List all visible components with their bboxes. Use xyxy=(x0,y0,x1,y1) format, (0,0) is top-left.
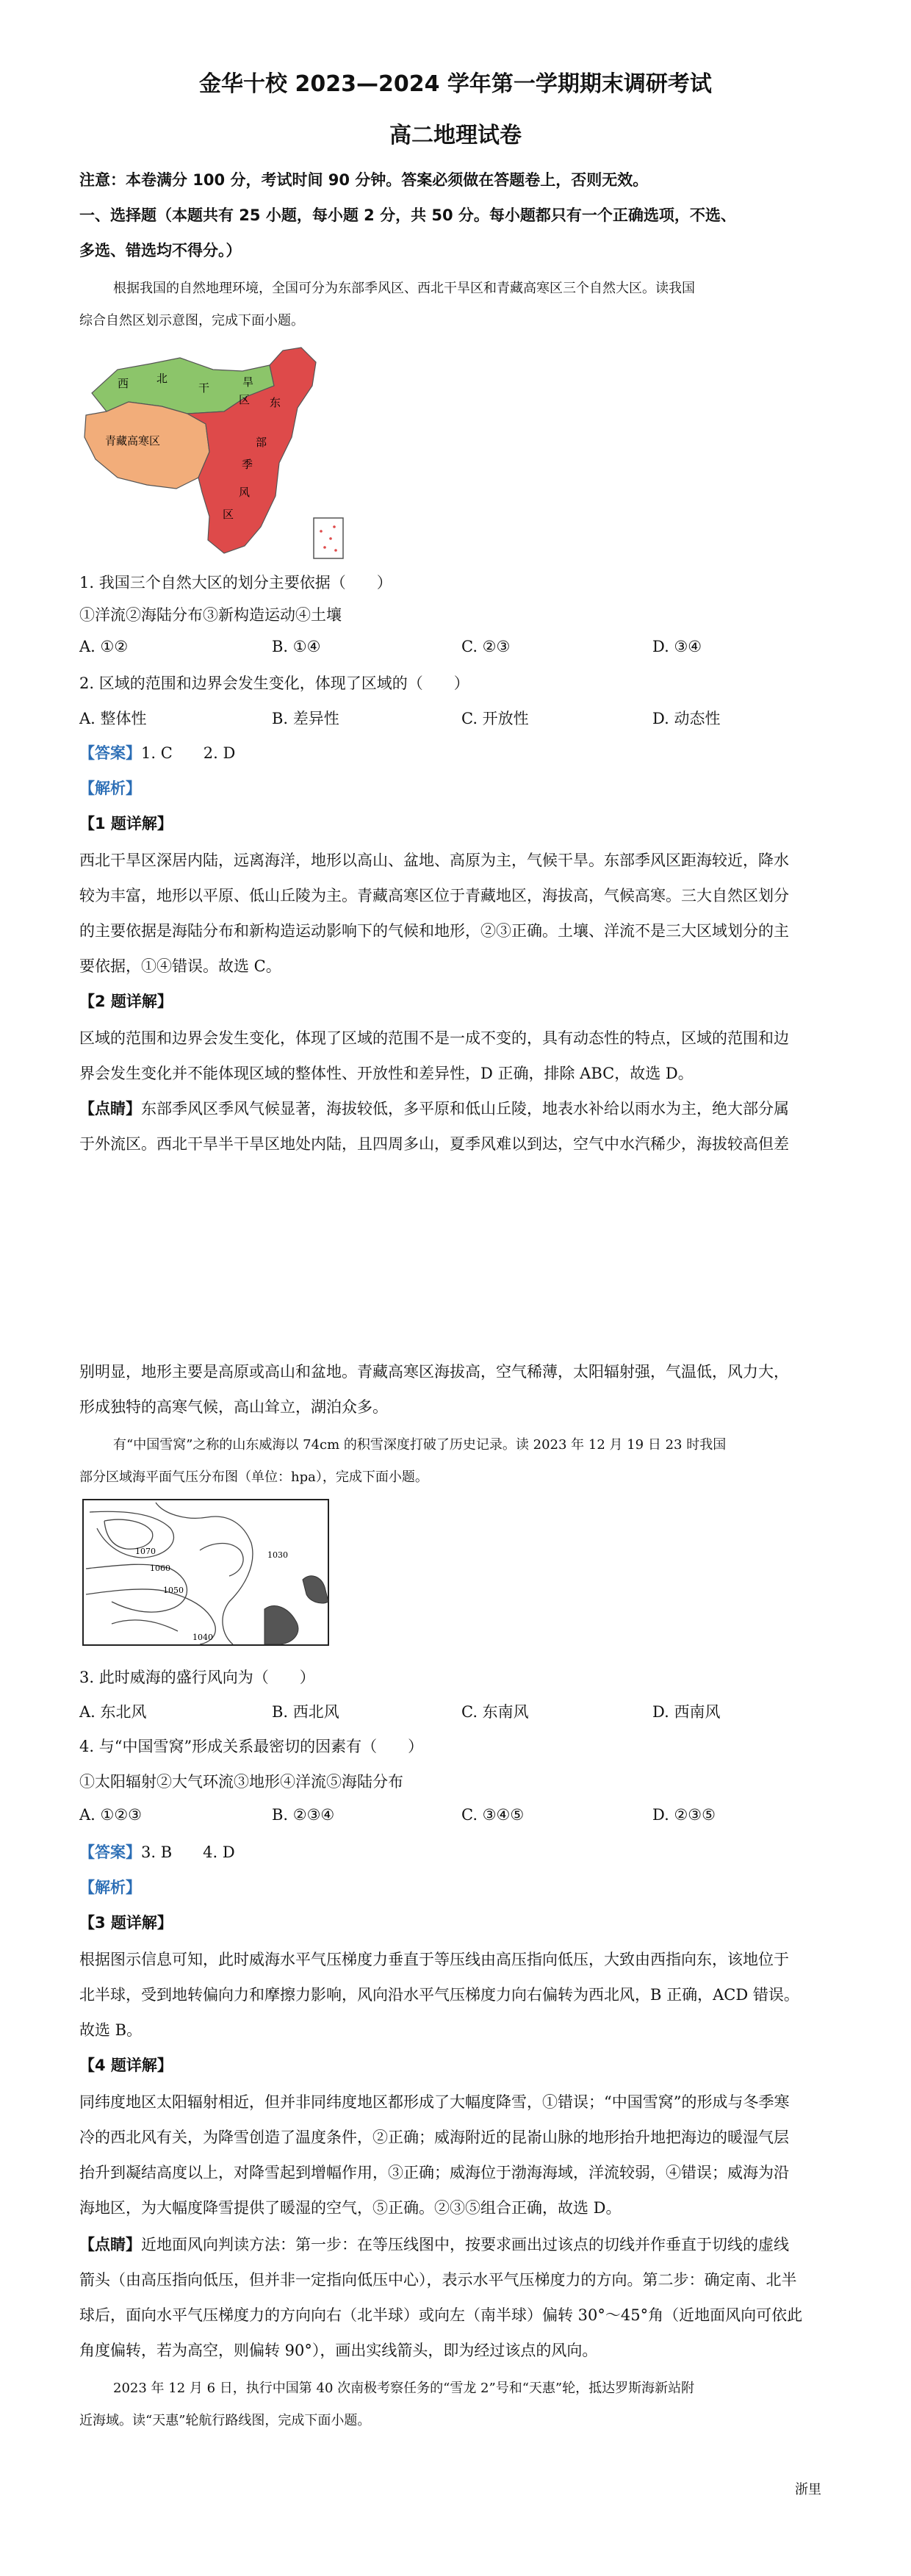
passage3-line2: 近海域。读“天惠”轮航行路线图，完成下面小题。 xyxy=(79,2413,371,2428)
map-label-qinghai: 青藏高寒区 xyxy=(105,434,161,447)
detail1-line1: 西北干旱区深居内陆，远离海洋，地形以高山、盆地、高原为主，气候干旱。东部季风区距海较近，降水 xyxy=(79,852,789,869)
isobar-label-1040: 1040 xyxy=(192,1633,213,1642)
tip1-label: 【点睛】 xyxy=(79,1100,141,1118)
isobar-label-1070: 1070 xyxy=(135,1547,156,1556)
map-label-feng: 风 xyxy=(239,486,251,499)
detail1-line2: 较为丰富，地形以平原、低山丘陵为主。青藏高寒区位于青藏地区，海拔高，气候高寒。三大自然区划分 xyxy=(79,887,789,904)
tip1-line4: 形成独特的高寒气候，高山耸立，湖泊众多。 xyxy=(79,1398,388,1416)
tip2-label: 【点睛】 xyxy=(79,2236,141,2253)
answer2 xyxy=(79,1841,235,1863)
tip1-line1 xyxy=(79,1098,789,1120)
detail3-line1: 根据图示信息可知，此时威海水平气压梯度力垂直于等压线由高压指向低压，大致由西指向东，该地位于 xyxy=(79,1951,789,1968)
q4-option-b[interactable]: B. ②③④ xyxy=(272,1806,335,1824)
q3-option-c[interactable]: C. 东南风 xyxy=(461,1703,529,1721)
section-heading-line1: 一、选择题（本题共有 25 小题，每小题 2 分，共 50 分。每小题都只有一个正确选项，不选、 xyxy=(79,206,736,224)
q1-option-d[interactable]: D. ③④ xyxy=(652,638,702,655)
map-label-gan: 干 xyxy=(198,381,210,395)
passage2-line1: 有“中国雪窝”之称的山东威海以 74cm 的积雪深度打破了历史记录。读 2023 年 12 月 19 日 23 时我国 xyxy=(113,1437,727,1453)
q2-option-c[interactable]: C. 开放性 xyxy=(461,710,529,727)
tip2-line1 xyxy=(79,2234,789,2256)
answer2-label: 【答案】 xyxy=(79,1843,141,1861)
q1-items: ①洋流②海陆分布③新构造运动④土壤 xyxy=(79,606,342,624)
q1-stem: 1. 我国三个自然大区的划分主要依据（ ） xyxy=(79,574,392,591)
detail3-line2: 北半球，受到地转偏向力和摩擦力影响，风向沿水平气压梯度力向右偏转为西北风，B 正确，ACD 错误。 xyxy=(79,1986,799,2004)
q3-option-d[interactable]: D. 西南风 xyxy=(652,1703,721,1721)
south-sea-islands xyxy=(320,525,337,552)
passage2-line2: 部分区域海平面气压分布图（单位：hpa），完成下面小题。 xyxy=(79,1469,428,1485)
footer-mark: 浙里 xyxy=(795,2482,821,2497)
tip1-line2: 于外流区。西北干旱半干旱区地处内陆，且四周多山，夏季风难以到达，空气中水汽稀少，海拔较高但差 xyxy=(79,1135,789,1153)
analysis2-label: 【解析】 xyxy=(79,1879,141,1896)
passage1-line2: 综合自然区划示意图，完成下面小题。 xyxy=(79,313,304,328)
isobar-label-1060: 1060 xyxy=(150,1564,170,1573)
map-label-bu: 部 xyxy=(256,436,267,449)
tip2-text1: 近地面风向判读方法：第一步：在等压线图中，按要求画出过该点的切线并作垂直于切线的虚线 xyxy=(141,2236,789,2253)
answer1-text: 1. C 2. D xyxy=(141,744,236,762)
detail3-line3: 故选 B。 xyxy=(79,2021,143,2039)
detail4-line3: 抬升到凝结高度以上，对降雪起到增幅作用，③正确；威海位于渤海海域，洋流较弱，④错误；威海为沿 xyxy=(79,2164,789,2181)
map-label-han: 旱 xyxy=(242,375,254,389)
q4-option-a[interactable]: A. ①②③ xyxy=(79,1806,142,1824)
q2-option-b[interactable]: B. 差异性 xyxy=(272,710,339,727)
passage3-line1: 2023 年 12 月 6 日，执行中国第 40 次南极考察任务的“雪龙 2”号和“天惠”轮，抵达罗斯海新站附 xyxy=(113,2381,695,2396)
tip1-line3: 别明显，地形主要是高原或高山和盆地。青藏高寒区海拔高，空气稀薄，太阳辐射强，气温低，风力大， xyxy=(79,1363,789,1381)
q4-option-c[interactable]: C. ③④⑤ xyxy=(461,1806,525,1824)
q2-option-d[interactable]: D. 动态性 xyxy=(652,710,721,727)
exam-title: 金华十校 2023—2024 学年第一学期期末调研考试 xyxy=(199,71,712,97)
passage1-line1: 根据我国的自然地理环境，全国可分为东部季风区、西北干旱区和青藏高寒区三个自然大区。读我国 xyxy=(113,281,695,296)
q2-option-a[interactable]: A. 整体性 xyxy=(79,710,147,727)
isobar-label-1030: 1030 xyxy=(267,1550,288,1560)
detail4-line2: 冷的西北风有关，为降雪创造了温度条件，②正确；威海附近的昆嵛山脉的地形抬升地把海边的暖湿气层 xyxy=(79,2129,789,2146)
map-label-qu1: 区 xyxy=(239,393,251,406)
detail3-heading: 【3 题详解】 xyxy=(79,1914,173,1932)
q3-stem: 3. 此时威海的盛行风向为（ ） xyxy=(79,1669,315,1686)
answer2-text: 3. B 4. D xyxy=(141,1843,235,1861)
map-label-ji: 季 xyxy=(242,458,253,471)
detail4-line1: 同纬度地区太阳辐射相近，但并非同纬度地区都形成了大幅度降雪，①错误；“中国雪窝”的形成与冬季寒 xyxy=(79,2093,790,2111)
tip2-line2: 箭头（由高压指向低压，但并非一定指向低压中心），表示水平气压梯度力的方向。第二步：确定南、北半 xyxy=(79,2271,797,2289)
china-natural-regions-map xyxy=(77,342,356,562)
detail1-line4: 要依据，①④错误。故选 C。 xyxy=(79,957,281,975)
q1-option-a[interactable]: A. ①② xyxy=(79,638,129,655)
map-label-dong: 东 xyxy=(270,396,281,409)
q4-option-d[interactable]: D. ②③⑤ xyxy=(652,1806,716,1824)
notice: 注意：本卷满分 100 分，考试时间 90 分钟。答案必须做在答题卷上，否则无效。 xyxy=(79,171,649,189)
q3-option-b[interactable]: B. 西北风 xyxy=(272,1703,339,1721)
q2-stem: 2. 区域的范围和边界会发生变化，体现了区域的（ ） xyxy=(79,674,469,692)
section-heading-line2: 多选、错选均不得分。） xyxy=(79,242,242,259)
tip2-line3: 球后，面向水平气压梯度力的方向向右（北半球）或向左（南半球）偏转 30°～45°角（近地面风向可依此 xyxy=(79,2306,803,2324)
q4-stem: 4. 与“中国雪窝”形成关系最密切的因素有（ ） xyxy=(79,1738,424,1755)
q4-items: ①太阳辐射②大气环流③地形④洋流⑤海陆分布 xyxy=(79,1773,403,1791)
detail1-line3: 的主要依据是海陆分布和新构造运动影响下的气候和地形，②③正确。土壤、洋流不是三大区域划分的主 xyxy=(79,922,789,940)
q1-option-c[interactable]: C. ②③ xyxy=(461,638,511,655)
q3-option-a[interactable]: A. 东北风 xyxy=(79,1703,147,1721)
map-label-xi: 西 xyxy=(118,377,129,390)
detail2-line1: 区域的范围和边界会发生变化，体现了区域的范围不是一成不变的，具有动态性的特点，区域的范围和边 xyxy=(79,1029,789,1047)
analysis1-label: 【解析】 xyxy=(79,780,141,797)
map-label-bei: 北 xyxy=(156,372,168,385)
detail4-line4: 海地区，为大幅度降雪提供了暖湿的空气，⑤正确。②③⑤组合正确，故选 D。 xyxy=(79,2199,622,2217)
sea-level-pressure-map xyxy=(82,1499,329,1646)
answer1-label: 【答案】 xyxy=(79,744,141,762)
map-label-qu2: 区 xyxy=(223,508,234,521)
south-china-sea-inset xyxy=(314,518,343,558)
answer1 xyxy=(79,742,235,764)
detail2-line2: 界会发生变化并不能体现区域的整体性、开放性和差异性，D 正确，排除 ABC，故选 D。 xyxy=(79,1065,694,1082)
detail1-heading: 【1 题详解】 xyxy=(79,815,173,832)
tip1-text1: 东部季风区季风气候显著，海拔较低，多平原和低山丘陵，地表水补给以雨水为主，绝大部分属 xyxy=(141,1100,789,1118)
exam-subtitle: 高二地理试卷 xyxy=(389,123,522,148)
tip2-line4: 角度偏转，若为高空，则偏转 90°），画出实线箭头，即为经过该点的风向。 xyxy=(79,2342,598,2359)
q1-option-b[interactable]: B. ①④ xyxy=(272,638,321,655)
detail4-heading: 【4 题详解】 xyxy=(79,2057,173,2074)
detail2-heading: 【2 题详解】 xyxy=(79,993,173,1010)
isobar-label-1050: 1050 xyxy=(163,1586,184,1595)
